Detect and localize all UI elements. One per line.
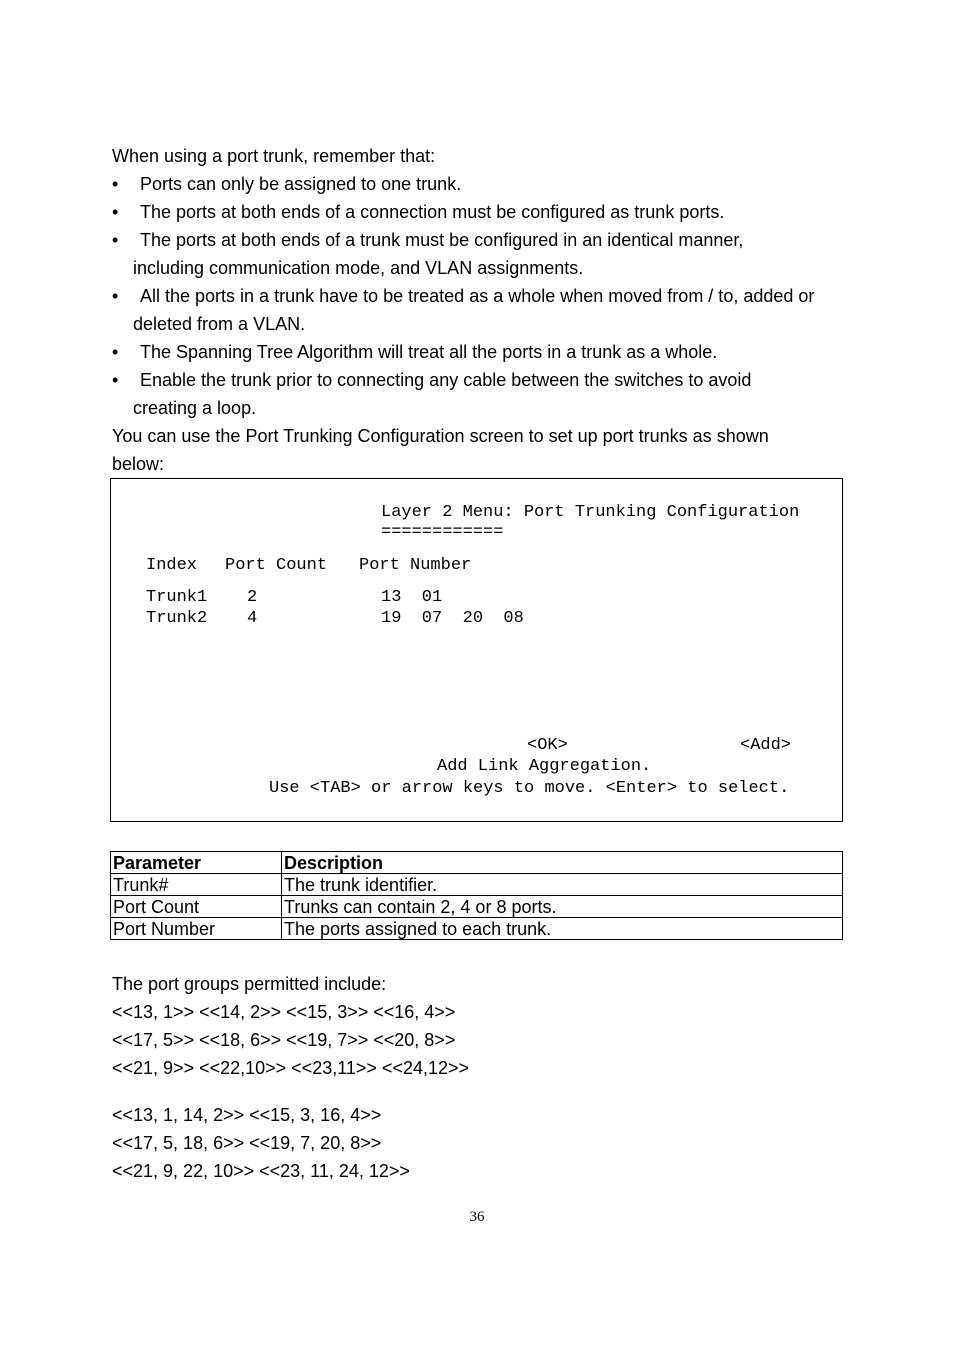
bullet-mark: •: [112, 202, 119, 222]
group-line: <<21, 9, 22, 10>> <<23, 11, 24, 12>>: [112, 1161, 410, 1181]
bullet-text: The ports at both ends of a trunk must be configured in an identical manner,: [140, 230, 744, 250]
table-cell: Port Count: [111, 896, 282, 918]
table-cell: Port Number: [111, 918, 282, 940]
bullet-text-continued: deleted from a VLAN.: [133, 314, 306, 334]
screen-intro-line1: You can use the Port Trunking Configuration screen to set up port trunks as shown: [112, 426, 769, 446]
table-header-cell: Description: [282, 852, 843, 874]
bullet-mark: •: [112, 230, 119, 250]
table-row: [111, 896, 843, 918]
column-header-port-count: Port Count: [225, 556, 328, 575]
trunk-row-count: 2: [247, 588, 258, 607]
bullet-text: Ports can only be assigned to one trunk.: [140, 174, 462, 194]
trunk-row-count: 4: [247, 609, 258, 628]
groups-intro: The port groups permitted include:: [112, 974, 387, 994]
group-line: <<13, 1>> <<14, 2>> <<15, 3>> <<16, 4>>: [112, 1002, 456, 1022]
bullet-text: All the ports in a trunk have to be treated as a whole when moved from / to, added or: [140, 286, 815, 306]
bullet-mark: •: [112, 286, 119, 306]
status-hint: Add Link Aggregation.: [437, 757, 652, 776]
group-line: <<21, 9>> <<22,10>> <<23,11>> <<24,12>>: [112, 1058, 470, 1078]
add-button[interactable]: <Add>: [740, 736, 792, 755]
group-line: <<13, 1, 14, 2>> <<15, 3, 16, 4>>: [112, 1105, 382, 1125]
bullet-text-continued: including communication mode, and VLAN assignments.: [133, 258, 584, 278]
table-cell: Trunk#: [111, 874, 282, 896]
navigation-hint: Use <TAB> or arrow keys to move. <Enter> to select.: [269, 779, 790, 798]
table-row: [111, 918, 843, 940]
table-row: [111, 874, 843, 896]
bullet-text: Enable the trunk prior to connecting any cable between the switches to avoid: [140, 370, 752, 390]
page-number: 36: [469, 1209, 485, 1225]
bullet-text: The ports at both ends of a connection must be configured as trunk ports.: [140, 202, 725, 222]
bullet-mark: •: [112, 174, 119, 194]
table-header-row: [111, 852, 843, 874]
bullet-text-continued: creating a loop.: [133, 398, 257, 418]
column-header-port-number: Port Number: [359, 556, 472, 575]
bullet-mark: •: [112, 342, 119, 362]
terminal-title: Layer 2 Menu: Port Trunking Configuration: [381, 503, 800, 522]
table-header-cell: Parameter: [111, 852, 282, 874]
table-cell: The trunk identifier.: [282, 874, 843, 896]
terminal-title-underline: ============: [381, 523, 504, 542]
trunk-row-ports: 19 07 20 08: [381, 609, 524, 628]
bullet-mark: •: [112, 370, 119, 390]
ok-button[interactable]: <OK>: [527, 736, 568, 755]
group-line: <<17, 5, 18, 6>> <<19, 7, 20, 8>>: [112, 1133, 382, 1153]
table-cell: The ports assigned to each trunk.: [282, 918, 843, 940]
intro-text: When using a port trunk, remember that:: [112, 146, 436, 166]
table-cell: Trunks can contain 2, 4 or 8 ports.: [282, 896, 843, 918]
column-header-index: Index: [146, 556, 198, 575]
parameter-table: [110, 851, 843, 940]
screen-intro-line2: below:: [112, 454, 165, 474]
trunk-row-index[interactable]: Trunk2: [146, 609, 208, 628]
bullet-text: The Spanning Tree Algorithm will treat all the ports in a trunk as a whole.: [140, 342, 718, 362]
trunk-row-ports: 13 01: [381, 588, 443, 607]
trunk-row-index[interactable]: Trunk1: [146, 588, 208, 607]
group-line: <<17, 5>> <<18, 6>> <<19, 7>> <<20, 8>>: [112, 1030, 456, 1050]
